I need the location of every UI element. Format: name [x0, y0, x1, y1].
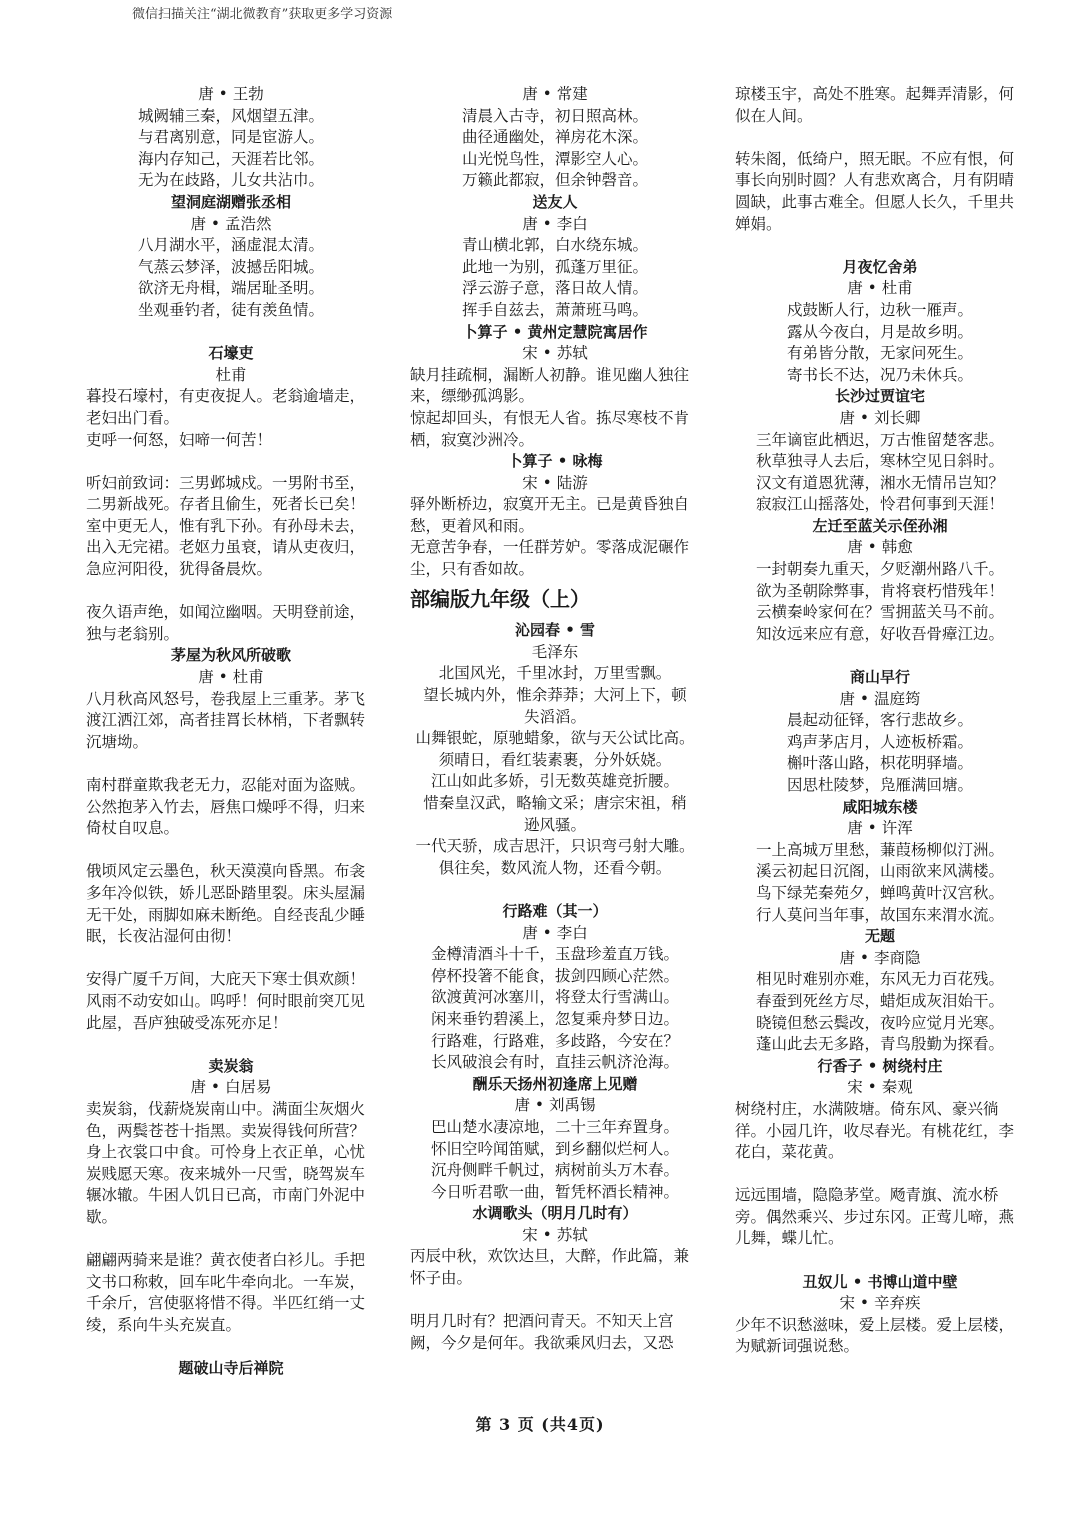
verse-line: 汉文有道恩犹薄，湘水无情吊岂知？	[755, 473, 1004, 492]
page-header: 微信扫描关注“湖北微教育”获取更多学习资源	[132, 7, 393, 22]
verse-line: 曲径通幽处，禅房花木深。	[461, 128, 648, 147]
verse-line: 此地一为别，孤蓬万里征。	[461, 257, 648, 276]
verse-line: 清晨入古寺，初日照高林。	[461, 106, 648, 125]
poem-author: 唐 • 杜甫	[847, 279, 913, 298]
poem-title: 茅屋为秋风所破歌	[170, 646, 291, 665]
poem-author: 宋 • 辛弃疾	[839, 1294, 921, 1313]
verse-line: 江山如此多娇，引无数英雄竞折腰。	[430, 772, 679, 791]
verse-paragraph: 八月秋高风怒号，卷我屋上三重茅。茅飞渡江洒江郊，高者挂罥长林梢，下者飘转沉塘坳。	[86, 689, 366, 751]
verse-line: 相见时难别亦难，东风无力百花残。	[755, 970, 1004, 989]
verse-line: 停杯投箸不能食，拔剑四顾心茫然。	[430, 966, 679, 985]
verse-line: 沉舟侧畔千帆过，病树前头万木春。	[430, 1161, 679, 1180]
verse-paragraph: 俄顷风定云墨色，秋天漠漠向昏黑。布衾多年冷似铁，娇儿恶卧踏里裂。床头屋漏无干处，雨脚如麻未断绝。自经丧乱少睡眠，长夜沾湿何由彻！	[86, 862, 366, 946]
verse-line: 八月湖水平，涵虚混太清。	[137, 236, 324, 255]
poem-author: 宋 • 陆游	[522, 473, 588, 492]
verse-line: 万籁此都寂，但余钟磬音。	[461, 171, 648, 190]
poem-author: 杜甫	[215, 365, 247, 384]
verse-line: 鸡声茅店月，人迹板桥霜。	[786, 732, 973, 751]
poem-title: 行路难（其一）	[502, 901, 608, 920]
verse-paragraph: 缺月挂疏桐，漏断人初静。谁见幽人独往来，缥缈孤鸿影。	[410, 365, 690, 406]
poem-title: 水调歌头（明月几时有）	[472, 1204, 638, 1223]
verse-line: 寂寂江山摇落处，怜君何事到天涯！	[755, 495, 1004, 514]
verse-line: 闲来垂钓碧溪上，忽复乘舟梦日边。	[430, 1009, 679, 1028]
verse-line: 蓬山此去无多路，青鸟殷勤为探看。	[755, 1035, 1004, 1054]
blank-line	[86, 451, 376, 473]
poem-title: 行香子 • 树绕村庄	[817, 1056, 943, 1075]
verse-line: 坐观垂钓者，徒有羡鱼情。	[137, 300, 324, 319]
poem-title: 送友人	[532, 192, 578, 211]
verse-paragraph: 明月几时有？把酒问青天。不知天上宫阙，今夕是何年。我欲乘风归去，又恐	[410, 1312, 674, 1352]
verse-line: 与君离别意，同是宦游人。	[137, 128, 324, 147]
verse-line: 一封朝奏九重天，夕贬潮州路八千。	[755, 560, 1004, 579]
verse-paragraph: 无意苦争春，一任群芳妒。零落成泥碾作尘，只有香如故。	[410, 538, 690, 579]
verse-line: 槲叶落山路，枳花明驿墙。	[786, 754, 973, 773]
verse-line: 望长城内外，惟余莽莽；大河上下，顿	[423, 686, 687, 705]
verse-line: 溪云初起日沉阁，山雨欲来风满楼。	[755, 862, 1004, 881]
blank-line	[86, 753, 376, 775]
verse-line: 鸟下绿芜秦苑夕，蝉鸣黄叶汉宫秋。	[755, 883, 1004, 902]
verse-line: 金樽清酒斗十千，玉盘珍羞直万钱。	[430, 945, 679, 964]
verse-line: 挥手自兹去，萧萧班马鸣。	[461, 300, 648, 319]
verse-paragraph: 夜久语声绝，如闻泣幽咽。天明登前途，独与老翁别。	[86, 603, 366, 643]
poem-title: 长沙过贾谊宅	[834, 387, 925, 406]
verse-line: 惜秦皇汉武，略输文采；唐宗宋祖，稍	[423, 794, 687, 812]
poem-title: 沁园春 • 雪	[514, 621, 596, 640]
verse-paragraph: 安得广厦千万间，大庇天下寒士俱欢颜！风雨不动安如山。呜呼！何时眼前突兀见此屋，吾庐独破受冻死亦足！	[86, 970, 366, 1032]
verse-line: 行路难，行路难，多歧路，今安在？	[430, 1031, 679, 1050]
verse-paragraph: 惊起却回头，有恨无人省。拣尽寒枝不肯栖，寂寞沙洲冷。	[410, 408, 690, 449]
blank-line	[86, 948, 376, 970]
verse-line: 三年谪宦此栖迟，万古惟留楚客悲。	[755, 430, 1004, 449]
blank-line	[735, 1164, 1025, 1186]
verse-line: 露从今夜白，月是故乡明。	[786, 322, 973, 341]
verse-line: 寄书长不达，况乃未休兵。	[786, 365, 973, 384]
verse-line: 行人莫问当年事，故国东来渭水流。	[755, 905, 1004, 924]
poem-author: 唐 • 杜甫	[198, 668, 264, 687]
verse-paragraph: 听妇前致词：三男邺城戍。一男附书至，二男新战死。存者且偷生，死者长已矣！室中更无人，惟有乳下孙。有孙母未去，出入无完裙。老妪力虽衰，请从吏夜归，急应河阳役，犹得备晨炊。	[86, 473, 366, 579]
verse-line: 晨起动征铎，客行悲故乡。	[786, 711, 973, 730]
blank-line	[735, 645, 1025, 667]
verse-paragraph: 暮投石壕村，有吏夜捉人。老翁逾墙走，老妇出门看。	[86, 387, 366, 427]
verse-line: 长风破浪会有时，直挂云帆济沧海。	[430, 1053, 679, 1072]
poem-author: 唐 • 孟浩然	[190, 214, 272, 233]
verse-line: 青山横北郭，白水绕东城。	[461, 236, 648, 255]
section-heading: 部编版九年级（上）	[410, 586, 590, 611]
poem-title: 商山早行	[849, 668, 910, 687]
verse-line: 浮云游子意，落日故人情。	[461, 279, 648, 298]
verse-line: 知汝远来应有意，好收吾骨瘴江边。	[755, 624, 1004, 643]
poem-author: 唐 • 刘禹锡	[514, 1096, 596, 1115]
verse-line: 海内存知己，天涯若比邻。	[137, 149, 324, 168]
verse-line: 一代天骄，成吉思汗，只识弯弓射大雕。	[415, 837, 695, 856]
poem-author: 唐 • 李白	[522, 923, 588, 942]
blank-line	[86, 840, 376, 862]
poem-author: 唐 • 韩愈	[847, 538, 913, 557]
poem-author: 唐 • 李商隐	[839, 948, 921, 967]
poem-author: 唐 • 王勃	[198, 85, 264, 103]
verse-line: 无为在歧路，儿女共沾巾。	[137, 171, 324, 190]
verse-paragraph: 树绕村庄，水满陂塘。倚东风、豪兴徜徉。小园几许，收尽春光。有桃花红，李花白，菜花黄。	[735, 1099, 1015, 1162]
poem-author: 毛泽东	[531, 642, 579, 661]
verse-paragraph: 远远围墙，隐隐茅堂。飏青旗、流水桥旁。偶然乘兴、步过东冈。正莺儿啼，燕儿舞，蝶儿忙。	[735, 1186, 1015, 1248]
poem-author: 唐 • 温庭筠	[839, 689, 921, 708]
verse-line: 山舞银蛇，原驰蜡象，欲与天公试比高。	[415, 729, 695, 748]
verse-paragraph: 琼楼玉宇，高处不胜寒。起舞弄清影，何似在人间。	[735, 85, 1015, 125]
verse-line: 须晴日，看红装素裹，分外妖娆。	[438, 750, 672, 769]
blank-line	[86, 1034, 376, 1056]
verse-line: 逊风骚。	[523, 815, 586, 834]
poem-title: 咸阳城东楼	[842, 797, 918, 816]
poem-author: 宋 • 苏轼	[522, 1225, 588, 1244]
poem-title: 题破山寺后禅院	[178, 1359, 284, 1378]
poem-author: 唐 • 白居易	[190, 1078, 272, 1097]
verse-line: 失滔滔。	[523, 707, 586, 726]
verse-line: 一上高城万里愁，蒹葭杨柳似汀洲。	[755, 840, 1004, 859]
page-footer: 第 3 页 (共4页)	[475, 1415, 605, 1434]
poem-title: 月夜忆舍弟	[842, 257, 918, 276]
blank-line	[735, 235, 1025, 257]
verse-line: 怀旧空吟闻笛赋，到乡翻似烂柯人。	[430, 1139, 679, 1158]
column-right	[735, 84, 1025, 1358]
poem-author: 宋 • 苏轼	[522, 344, 588, 363]
blank-line	[86, 1228, 376, 1250]
verse-line: 秋草独寻人去后，寒林空见日斜时。	[755, 452, 1004, 471]
verse-line: 云横秦岭家何在？雪拥蓝关马不前。	[755, 603, 1004, 622]
blank-line	[86, 581, 376, 603]
verse-paragraph: 少年不识愁滋味，爱上层楼。爱上层楼，为赋新词强说愁。	[735, 1315, 1015, 1356]
verse-line: 因思杜陵梦，凫雁满回塘。	[786, 776, 973, 794]
poem-title: 卜算子 • 黄州定慧院寓居作	[462, 322, 648, 341]
verse-paragraph: 吏呼一何怒，妇啼一何苦！	[86, 430, 273, 449]
verse-line: 城阙辅三秦，风烟望五津。	[137, 106, 324, 125]
poem-author: 唐 • 刘长卿	[839, 408, 921, 427]
poem-author: 唐 • 许浑	[847, 819, 913, 838]
verse-paragraph: 转朱阁，低绮户，照无眠。不应有恨，何事长向别时圆？人有悲欢离合，月有阴晴圆缺，此事古难全。但愿人长久，千里共婵娟。	[735, 149, 1015, 233]
verse-line: 晓镜但愁云鬓改，夜吟应觉月光寒。	[755, 1013, 1004, 1032]
verse-line: 巴山楚水凄凉地，二十三年弃置身。	[430, 1117, 679, 1136]
verse-line: 欲渡黄河冰塞川，将登太行雪满山。	[430, 988, 679, 1007]
verse-line: 今日听君歌一曲，暂凭杯酒长精神。	[430, 1182, 679, 1201]
verse-paragraph: 驿外断桥边，寂寞开无主。已是黄昏独自愁，更着风和雨。	[410, 495, 690, 535]
column-middle	[410, 84, 700, 1354]
poem-author: 唐 • 李白	[522, 214, 588, 233]
blank-line	[735, 1250, 1025, 1272]
poem-title: 石壕吏	[208, 344, 254, 363]
verse-paragraph: 丙辰中秋，欢饮达旦，大醉，作此篇，兼怀子由。	[410, 1247, 690, 1288]
poem-title: 无题	[864, 927, 895, 946]
blank-line	[410, 1290, 700, 1312]
blank-line	[735, 127, 1025, 149]
verse-line: 山光悦鸟性，潭影空人心。	[461, 149, 648, 168]
poem-title: 望洞庭湖赠张丞相	[170, 192, 291, 211]
poem-title: 左迁至蓝关示侄孙湘	[812, 516, 948, 535]
poem-author: 宋 • 秦观	[847, 1078, 913, 1097]
verse-line: 欲为圣朝除弊事，肯将衰朽惜残年！	[755, 581, 1004, 600]
blank-line	[86, 322, 376, 344]
poem-title: 卖炭翁	[208, 1056, 254, 1075]
verse-line: 有弟皆分散，无家问死生。	[786, 344, 973, 363]
verse-paragraph: 翩翩两骑来是谁？黄衣使者白衫儿。手把文书口称敕，回车叱牛牵向北。一车炭，千余斤，宫使驱将惜不得。半匹红绡一丈绫，系向牛头充炭直。	[86, 1251, 366, 1334]
poem-title: 丑奴儿 • 书博山道中壁	[802, 1272, 958, 1291]
verse-paragraph: 南村群童欺我老无力，忍能对面为盗贼。公然抱茅入竹去，唇焦口燥呼不得，归来倚杖自叹息。	[86, 776, 366, 838]
verse-line: 俱往矣，数风流人物，还看今朝。	[438, 858, 672, 877]
verse-line: 气蒸云梦泽，波撼岳阳城。	[137, 257, 324, 276]
blank-line	[86, 1336, 376, 1358]
verse-line: 欲济无舟楫，端居耻圣明。	[137, 279, 324, 298]
poem-author: 唐 • 常建	[522, 85, 588, 103]
verse-line: 春蚕到死丝方尽，蜡炬成灰泪始干。	[755, 991, 1004, 1010]
verse-line: 戍鼓断人行，边秋一雁声。	[786, 300, 973, 319]
column-left	[86, 84, 376, 1380]
verse-paragraph: 卖炭翁，伐薪烧炭南山中。满面尘灰烟火色，两鬓苍苍十指黑。卖炭得钱何所营？身上衣裳口中食。可怜身上衣正单，心忧炭贱愿天寒。夜来城外一尺雪，晓驾炭车辗冰辙。牛困人饥日已高，市南门外泥中歇。	[86, 1099, 366, 1226]
poem-title: 卜算子 • 咏梅	[507, 452, 603, 471]
poem-title: 酬乐天扬州初逢席上见赠	[472, 1074, 638, 1093]
verse-line: 北国风光，千里冰封，万里雪飘。	[438, 664, 672, 683]
blank-line	[410, 879, 700, 901]
